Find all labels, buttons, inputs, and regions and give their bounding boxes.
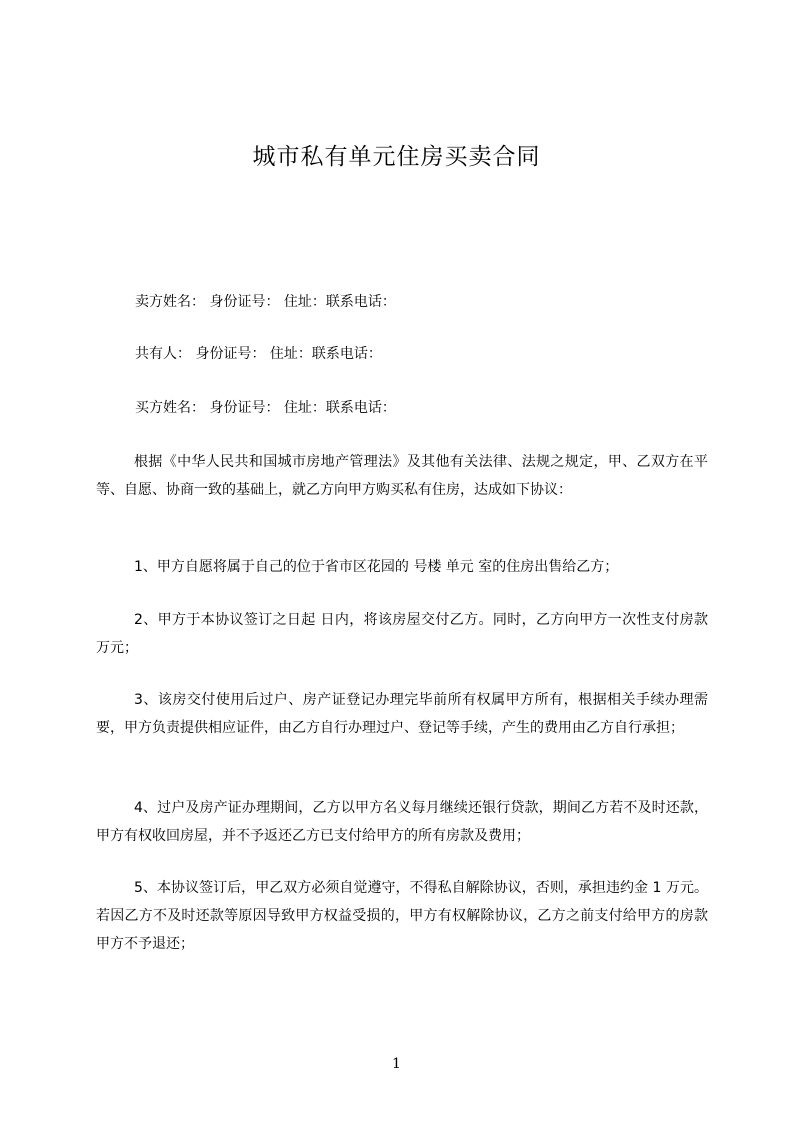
page-title: 城市私有单元住房买卖合同 (252, 144, 541, 170)
clause-2: 2、甲方于本协议签订之日起 日内，将该房屋交付乙方。同时，乙方向甲方一次性支付房款 万元； (96, 612, 708, 656)
buyer-info-line: 买方姓名： 身份证号： 住址：联系电话： (135, 400, 396, 416)
intro-paragraph: 根据《中华人民共和国城市房地产管理法》及其他有关法律、法规之规定，甲、乙双方在平等、自愿、协商一致的基础上，就乙方向甲方购买私有住房，达成如下协议： (96, 454, 708, 498)
clause-3: 3、该房交付使用后过户、房产证登记办理完毕前所有权属甲方所有，根据相关手续办理需要，甲方负责提供相应证件，由乙方自行办理过户、登记等手续，产生的费用由乙方自行承担； (96, 692, 708, 736)
co-owner-info-line: 共有人： 身份证号： 住址：联系电话： (135, 346, 382, 362)
page-number: 1 (392, 1056, 401, 1072)
clause-1: 1、甲方自愿将属于自己的位于省市区花园的 号楼 单元 室的住房出售给乙方； (134, 559, 619, 575)
clause-4: 4、过户及房产证办理期间，乙方以甲方名义每月继续还银行贷款，期间乙方若不及时还款，甲方有权收回房屋，并不予返还乙方已支付给甲方的所有房款及费用； (96, 800, 708, 844)
clause-5: 5、本协议签订后，甲乙双方必须自觉遵守，不得私自解除协议，否则，承担违约金 1 万元。若因乙方不及时还款等原因导致甲方权益受损的，甲方有权解除协议，乙方之前支付给甲方的房款甲方不予退还； (96, 880, 708, 952)
seller-info-line: 卖方姓名： 身份证号： 住址：联系电话： (135, 294, 396, 310)
